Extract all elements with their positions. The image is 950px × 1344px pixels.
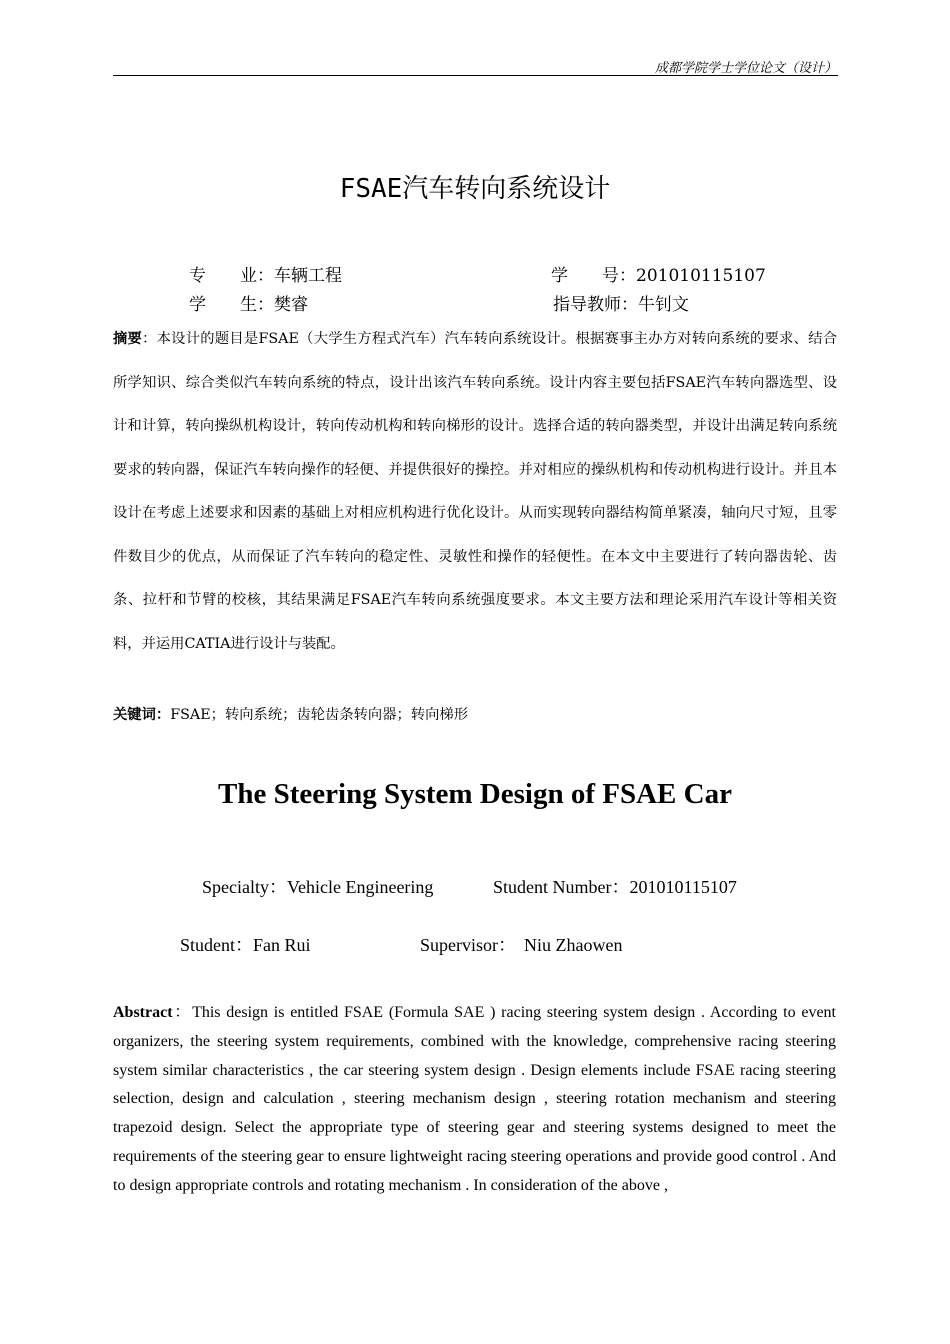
student-number-label-en: Student Number： xyxy=(493,877,630,897)
student-number-value-en: 201010115107 xyxy=(629,877,737,897)
keywords-cn-text: FSAE；转向系统；齿轮齿条转向器；转向梯形 xyxy=(170,707,469,723)
chinese-abstract xyxy=(113,318,837,666)
abstract-cn-sep: ： xyxy=(142,331,157,347)
major-line xyxy=(189,261,342,286)
student-value-en: Fan Rui xyxy=(253,935,311,955)
advisor-line-cn xyxy=(553,290,689,315)
abstract-en-label: Abstract xyxy=(113,1004,173,1021)
abstract-en-text: This design is entitled FSAE (Formula SAE ) racing steering system design . According to event organizers, the steering system requirements, combined with the knowledge, comprehensive racing steering system similar characteristics , the car steering system design . Design elements include FSAE racing steering selection, design and calculation , steering mechanism design , steering rotation mechanism and steering trapezoid design. Select the appropriate type of steering gear and steering systems designed to meet the requirements of the steering gear to ensure lightweight racing steering operations and provide good control . And to design appropriate controls and rotating mechanism . In consideration of the above , xyxy=(113,1004,836,1194)
student-number-value-cn: 201010115107 xyxy=(636,266,766,286)
major-value: 车辆工程 xyxy=(274,266,342,286)
major-label: 专 业： xyxy=(189,266,274,286)
abstract-cn-label: 摘要 xyxy=(113,331,143,347)
supervisor-line xyxy=(420,931,622,957)
advisor-label-cn: 指导教师： xyxy=(553,295,638,315)
keywords-cn-label: 关键词 xyxy=(113,707,156,723)
supervisor-value: Niu Zhaowen xyxy=(524,935,623,955)
header-rule xyxy=(113,75,838,76)
english-title: The Steering System Design of FSAE Car xyxy=(218,778,732,810)
specialty-line xyxy=(202,873,433,899)
student-label-cn: 学 生： xyxy=(189,295,274,315)
specialty-label: Specialty： xyxy=(202,877,287,897)
running-header: 成都学院学士学位论文（设计） xyxy=(654,61,837,76)
keywords-cn-sep: ： xyxy=(155,707,171,723)
student-line-en xyxy=(180,931,311,957)
chinese-title: FSAE汽车转向系统设计 xyxy=(339,174,611,204)
student-line-cn xyxy=(189,290,308,315)
chinese-keywords xyxy=(113,704,837,724)
student-label-en: Student： xyxy=(180,935,254,955)
specialty-value: Vehicle Engineering xyxy=(286,877,434,897)
abstract-en-sep: ： xyxy=(172,1004,193,1021)
english-abstract xyxy=(113,999,836,1201)
supervisor-label: Supervisor： xyxy=(420,935,516,955)
student-number-line-cn xyxy=(551,261,766,286)
student-value-cn: 樊睿 xyxy=(274,295,308,315)
advisor-value-cn: 牛钊文 xyxy=(638,295,689,315)
student-number-line-en xyxy=(493,873,737,899)
student-number-label-cn: 学 号： xyxy=(551,266,636,286)
abstract-cn-text: 本设计的题目是FSAE（大学生方程式汽车）汽车转向系统设计。根据赛事主办方对转向系统的要求、结合所学知识、综合类似汽车转向系统的特点，设计出该汽车转向系统。设计内容主要包括FSAE汽车转向器选型、设计和计算，转向操纵机构设计，转向传动机构和转向梯形的设计。选择合适的转向器类型，并设计出满足转向系统要求的转向器，保证汽车转向操作的轻便、并提供很好的操控。并对相应的操纵机构和传动机构进行设计。并且本设计在考虑上述要求和因素的基础上对相应机构进行优化设计。从而实现转向器结构简单紧凑，轴向尺寸短，且零件数目少的优点，从而保证了汽车转向的稳定性、灵敏性和操作的轻便性。在本文中主要进行了转向器齿轮、齿条、拉杆和节臂的校核，其结果满足FSAE汽车转向系统强度要求。本文主要方法和理论采用汽车设计等相关资料，并运用CATIA进行设计与装配。 xyxy=(113,331,837,652)
